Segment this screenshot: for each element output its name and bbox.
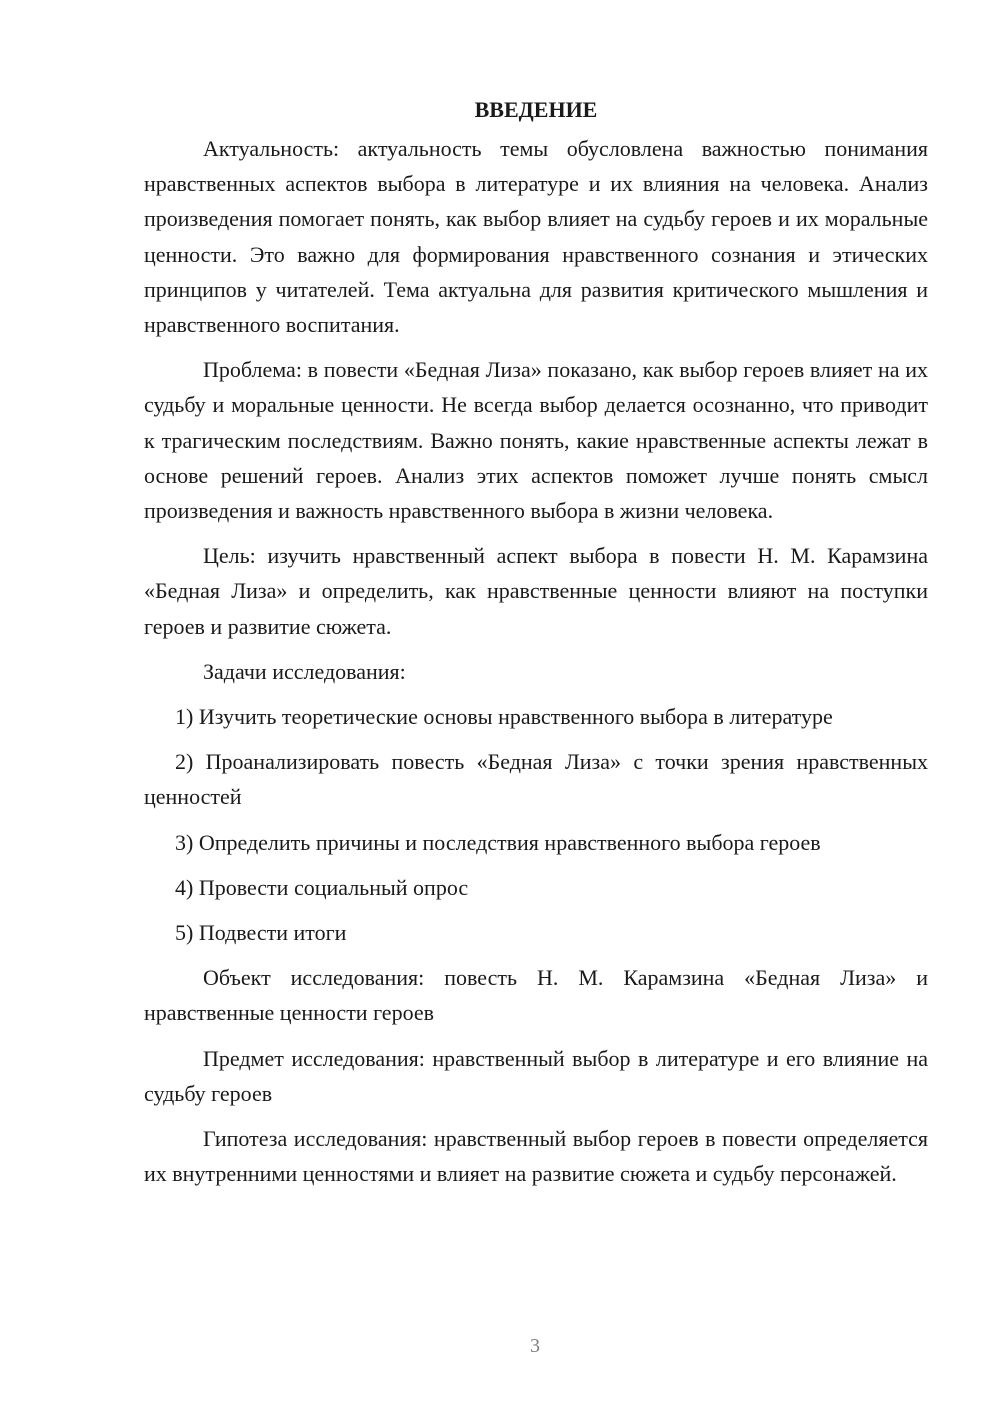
goal-paragraph: Цель: изучить нравственный аспект выбора в повести Н. М. Карамзина «Бедная Лиза» и определить, как нравственные ценности влияют на поступки героев и развитие сюжета. (144, 543, 928, 639)
task-item: 3) Определить причины и последствия нравственного выбора героев (175, 829, 821, 855)
relevance-paragraph: Актуальность: актуальность темы обусловлена важностью понимания нравственных аспектов выбора в литературе и их влияния на человека. Анализ произведения помогает понять, как выбор влияет на судьбу героев и их моральные ценности. Это важно для формирования нравственного сознания и этических принципов у читателей. Тема актуальна для развития критического мышления и нравственного воспитания. (144, 136, 928, 338)
subject-paragraph: Предмет исследования: нравственный выбор в литературе и его влияние на судьбу героев (144, 1045, 928, 1106)
hypothesis-paragraph: Гипотеза исследования: нравственный выбор героев в повести определяется их внутренними ценностями и влияет на развитие сюжета и судьбу персонажей. (144, 1126, 928, 1187)
object-paragraph: Объект исследования: повесть Н. М. Карамзина «Бедная Лиза» и нравственные ценности героев (144, 965, 928, 1026)
tasks-heading: Задачи исследования: (203, 658, 406, 684)
document-page (144, 92, 928, 1201)
task-item: 5) Подвести итоги (175, 920, 347, 946)
page-number: 3 (530, 1335, 540, 1357)
problem-paragraph: Проблема: в повести «Бедная Лиза» показано, как выбор героев влияет на их судьбу и моральные ценности. Не всегда выбор делается осознанно, что приводит к трагическим последствиям. Важно понять, какие нравственные аспекты лежат в основе решений героев. Анализ этих аспектов поможет лучше понять смысл произведения и важность нравственного выбора в жизни человека. (144, 357, 928, 524)
task-item: 4) Провести социальный опрос (175, 874, 469, 900)
section-heading: ВВЕДЕНИЕ (474, 97, 598, 122)
task-item: 1) Изучить теоретические основы нравственного выбора в литературе (175, 704, 833, 730)
task-item: 2) Проанализировать повесть «Бедная Лиза» с точки зрения нравственных ценностей (144, 749, 928, 810)
